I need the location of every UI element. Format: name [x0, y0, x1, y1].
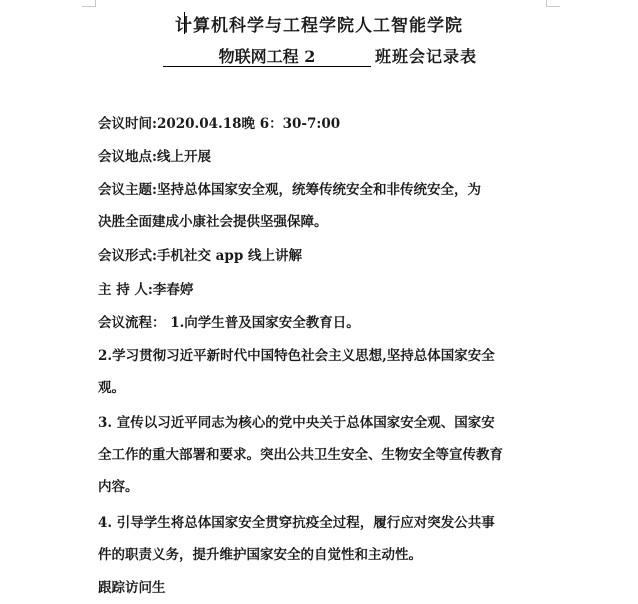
process-item-3-line1[interactable]: 3. 宣传以习近平同志为核心的党中央关于总体国家安全观、国家安 [98, 415, 495, 431]
meeting-time-label: 会议时间: [98, 116, 157, 132]
meeting-form-value: 手机社交 app 线上讲解 [156, 248, 303, 264]
process-item-4-line1[interactable]: 4. 引导学生将总体国家安全贯穿抗疫全过程，履行应对突发公共事 [98, 515, 495, 531]
process-item-2-line1[interactable]: 2.学习贯彻习近平新时代中国特色社会主义思想,坚持总体国家安全 [98, 348, 495, 364]
meeting-process-line[interactable] [98, 307, 548, 339]
meeting-host-line[interactable] [98, 274, 548, 306]
meeting-process-label: 会议流程： [98, 315, 166, 331]
meeting-theme-value-1: 坚持总体国家安全观，统筹传统安全和非传统安全，为 [156, 182, 481, 198]
meeting-form-line[interactable] [98, 240, 548, 272]
meeting-time-value: 2020.04.18晚 6：30-7:00 [156, 116, 341, 132]
meeting-theme-line1[interactable] [98, 174, 548, 206]
document-title[interactable]: 计算机科学与工程学院人工智能学院 [175, 16, 463, 36]
meeting-place-value: 线上开展 [156, 149, 211, 165]
meeting-theme-line2[interactable] [98, 206, 548, 238]
process-item-4-line2[interactable]: 件的职责义务，提升维护国家安全的自觉性和主动性。 [98, 547, 422, 563]
process-item-1: 1.向学生普及国家安全教育日。 [165, 315, 360, 331]
process-item-3-line2[interactable]: 全工作的重大部署和要求。突出公共卫生安全、生物安全等宣传教育 [98, 447, 503, 463]
top-left-margin-mark [82, 0, 96, 7]
class-name-field[interactable]: 物联网工程 2 [163, 44, 371, 67]
subtitle-line [163, 44, 493, 68]
meeting-host-label: 主 持 人: [98, 282, 153, 298]
meeting-time-line[interactable] [98, 108, 548, 140]
process-item-2-line2[interactable]: 观。 [98, 380, 125, 396]
process-item-3-line3[interactable]: 内容。 [98, 479, 139, 495]
meeting-host-value: 李春婷 [152, 282, 194, 298]
meeting-form-label: 会议形式: [98, 248, 157, 264]
meeting-place-line[interactable] [98, 141, 548, 173]
meeting-place-label: 会议地点: [98, 149, 157, 165]
cut-off-line[interactable]: 跟踪访问生 [98, 580, 166, 596]
meeting-theme-label: 会议主题: [98, 182, 157, 198]
top-right-margin-mark [546, 0, 560, 7]
record-table-label[interactable]: 班班会记录表 [375, 47, 478, 66]
meeting-theme-value-2: 决胜全面建成小康社会提供坚强保障。 [98, 214, 328, 230]
